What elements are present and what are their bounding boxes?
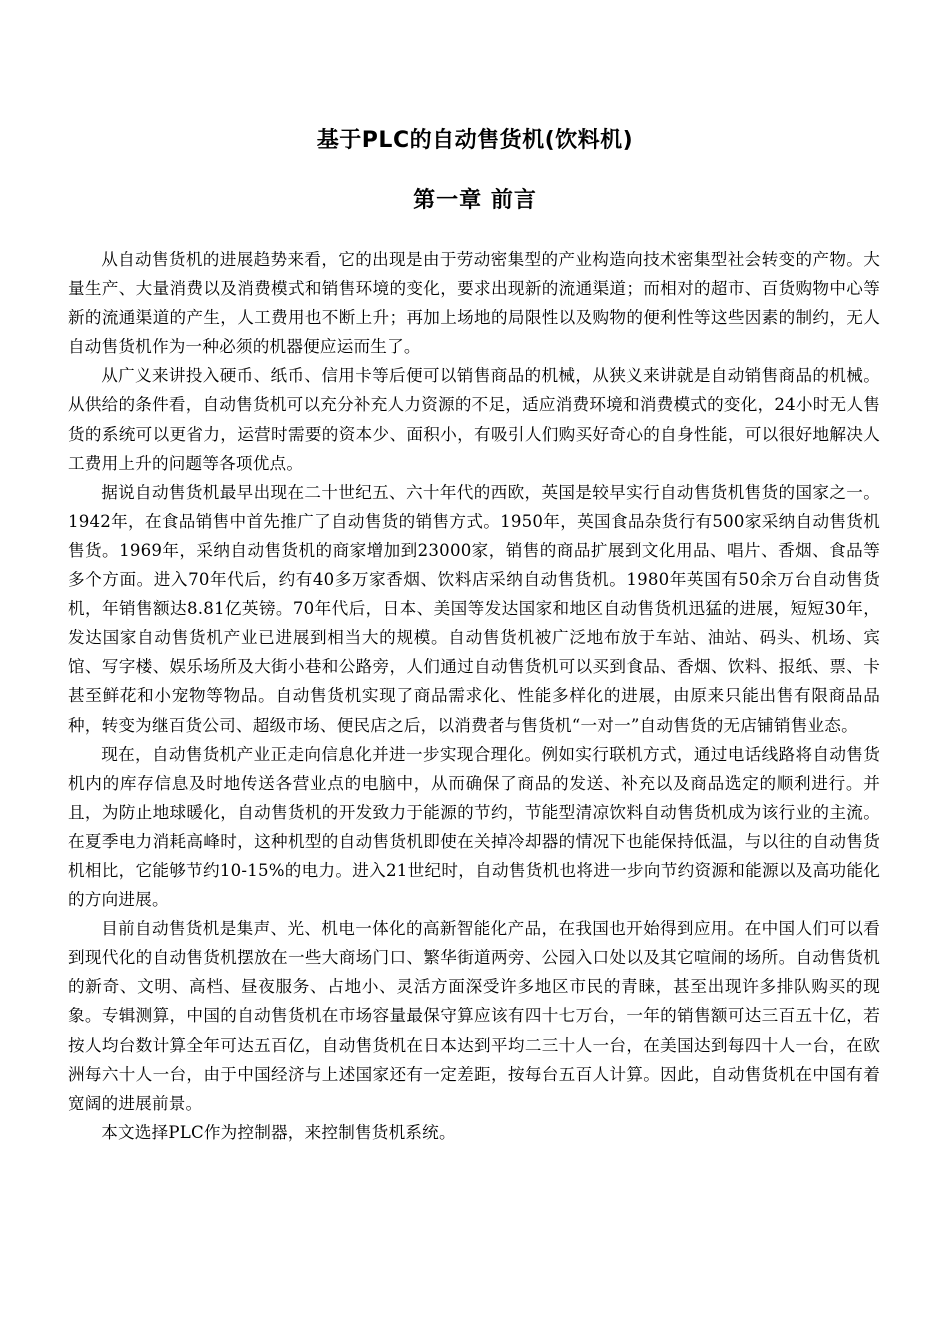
paragraph-definition: 从广义来讲投入硬币、纸币、信用卡等后便可以销售商品的机械，从狭义来讲就是自动销售商品的机械。从供给的条件看，自动售货机可以充分补充人力资源的不足，适应消费环境和消费模式的变化，24小时无人售货的系统可以更省力，运营时需要的资本少、面积小，有吸引人们购买好奇心的自身性能，可以很好地解决人工费用上升的问题等各项优点。: [68, 366, 880, 473]
chapter-heading: 第一章 前言: [413, 188, 537, 213]
document-title: 基于PLC的自动售货机(饮料机): [316, 128, 634, 153]
paragraph-current-status: 现在，自动售货机产业正走向信息化并进一步实现合理化。例如实行联机方式，通过电话线路将自动售货机内的库存信息及时地传送各营业点的电脑中，从而确保了商品的发送、补充以及商品选定的顺利进行。并且，为防止地球暖化，自动售货机的开发致力于能源的节约，节能型清凉饮料自动售货机成为该行业的主流。在夏季电力消耗高峰时，这种机型的自动售货机即使在关掉冷却器的情况下也能保持低温，与以往的自动售货机相比，它能够节约10-15%的电力。进入21世纪时，自动售货机也将进一步向节约资源和能源以及高功能化的方向进展。: [68, 744, 880, 910]
paragraph-trend: 从自动售货机的进展趋势来看，它的出现是由于劳动密集型的产业构造向技术密集型社会转变的产物。大量生产、大量消费以及消费模式和销售环境的变化，要求出现新的流通渠道；而相对的超市、百货购物中心等新的流通渠道的产生，人工费用也不断上升；再加上场地的局限性以及购物的便利性等这些因素的制约，无人自动售货机作为一种必须的机器便应运而生了。: [68, 250, 880, 357]
body-text: [68, 245, 880, 1147]
paragraph-china-outlook: 目前自动售货机是集声、光、机电一体化的高新智能化产品，在我国也开始得到应用。在中国人们可以看到现代化的自动售货机摆放在一些大商场门口、繁华街道两旁、公园入口处以及其它喧闹的场所。自动售货机的新奇、文明、高档、昼夜服务、占地小、灵活方面深受许多地区市民的青睐，甚至出现许多排队购买的现象。专辑测算，中国的自动售货机在市场容量最保守算应该有四十七万台，一年的销售额可达三百五十亿，若按人均台数计算全年可达五百亿，自动售货机在日本达到平均二三十人一台，在美国达到每四十人一台，在欧洲每六十人一台，由于中国经济与上述国家还有一定差距，按每台五百人计算。因此，自动售货机在中国有着宽阔的进展前景。: [68, 919, 880, 1113]
paragraph-history: 据说自动售货机最早出现在二十世纪五、六十年代的西欧，英国是较早实行自动售货机售货的国家之一。1942年，在食品销售中首先推广了自动售货的销售方式。1950年，英国食品杂货行有500家采纳自动售货机售货。1969年，采纳自动售货机的商家增加到23000家，销售的商品扩展到文化用品、唱片、香烟、食品等多个方面。进入70年代后，约有40多万家香烟、饮料店采纳自动售货机。1980年英国有50余万台自动售货机，年销售额达8.81亿英镑。70年代后，日本、美国等发达国家和地区自动售货机迅猛的进展，短短30年，发达国家自动售货机产业已进展到相当大的规模。自动售货机被广泛地布放于车站、油站、码头、机场、宾馆、写字楼、娱乐场所及大街小巷和公路旁，人们通过自动售货机可以买到食品、香烟、饮料、报纸、票、卡甚至鲜花和小宠物等物品。自动售货机实现了商品需求化、性能多样化的进展，由原来只能出售有限商品品种，转变为继百货公司、超级市场、便民店之后，以消费者与售货机“一对一”自动售货的无店铺销售业态。: [68, 482, 880, 735]
paragraph-conclusion: 本文选择PLC作为控制器，来控制售货机系统。: [101, 1122, 456, 1142]
